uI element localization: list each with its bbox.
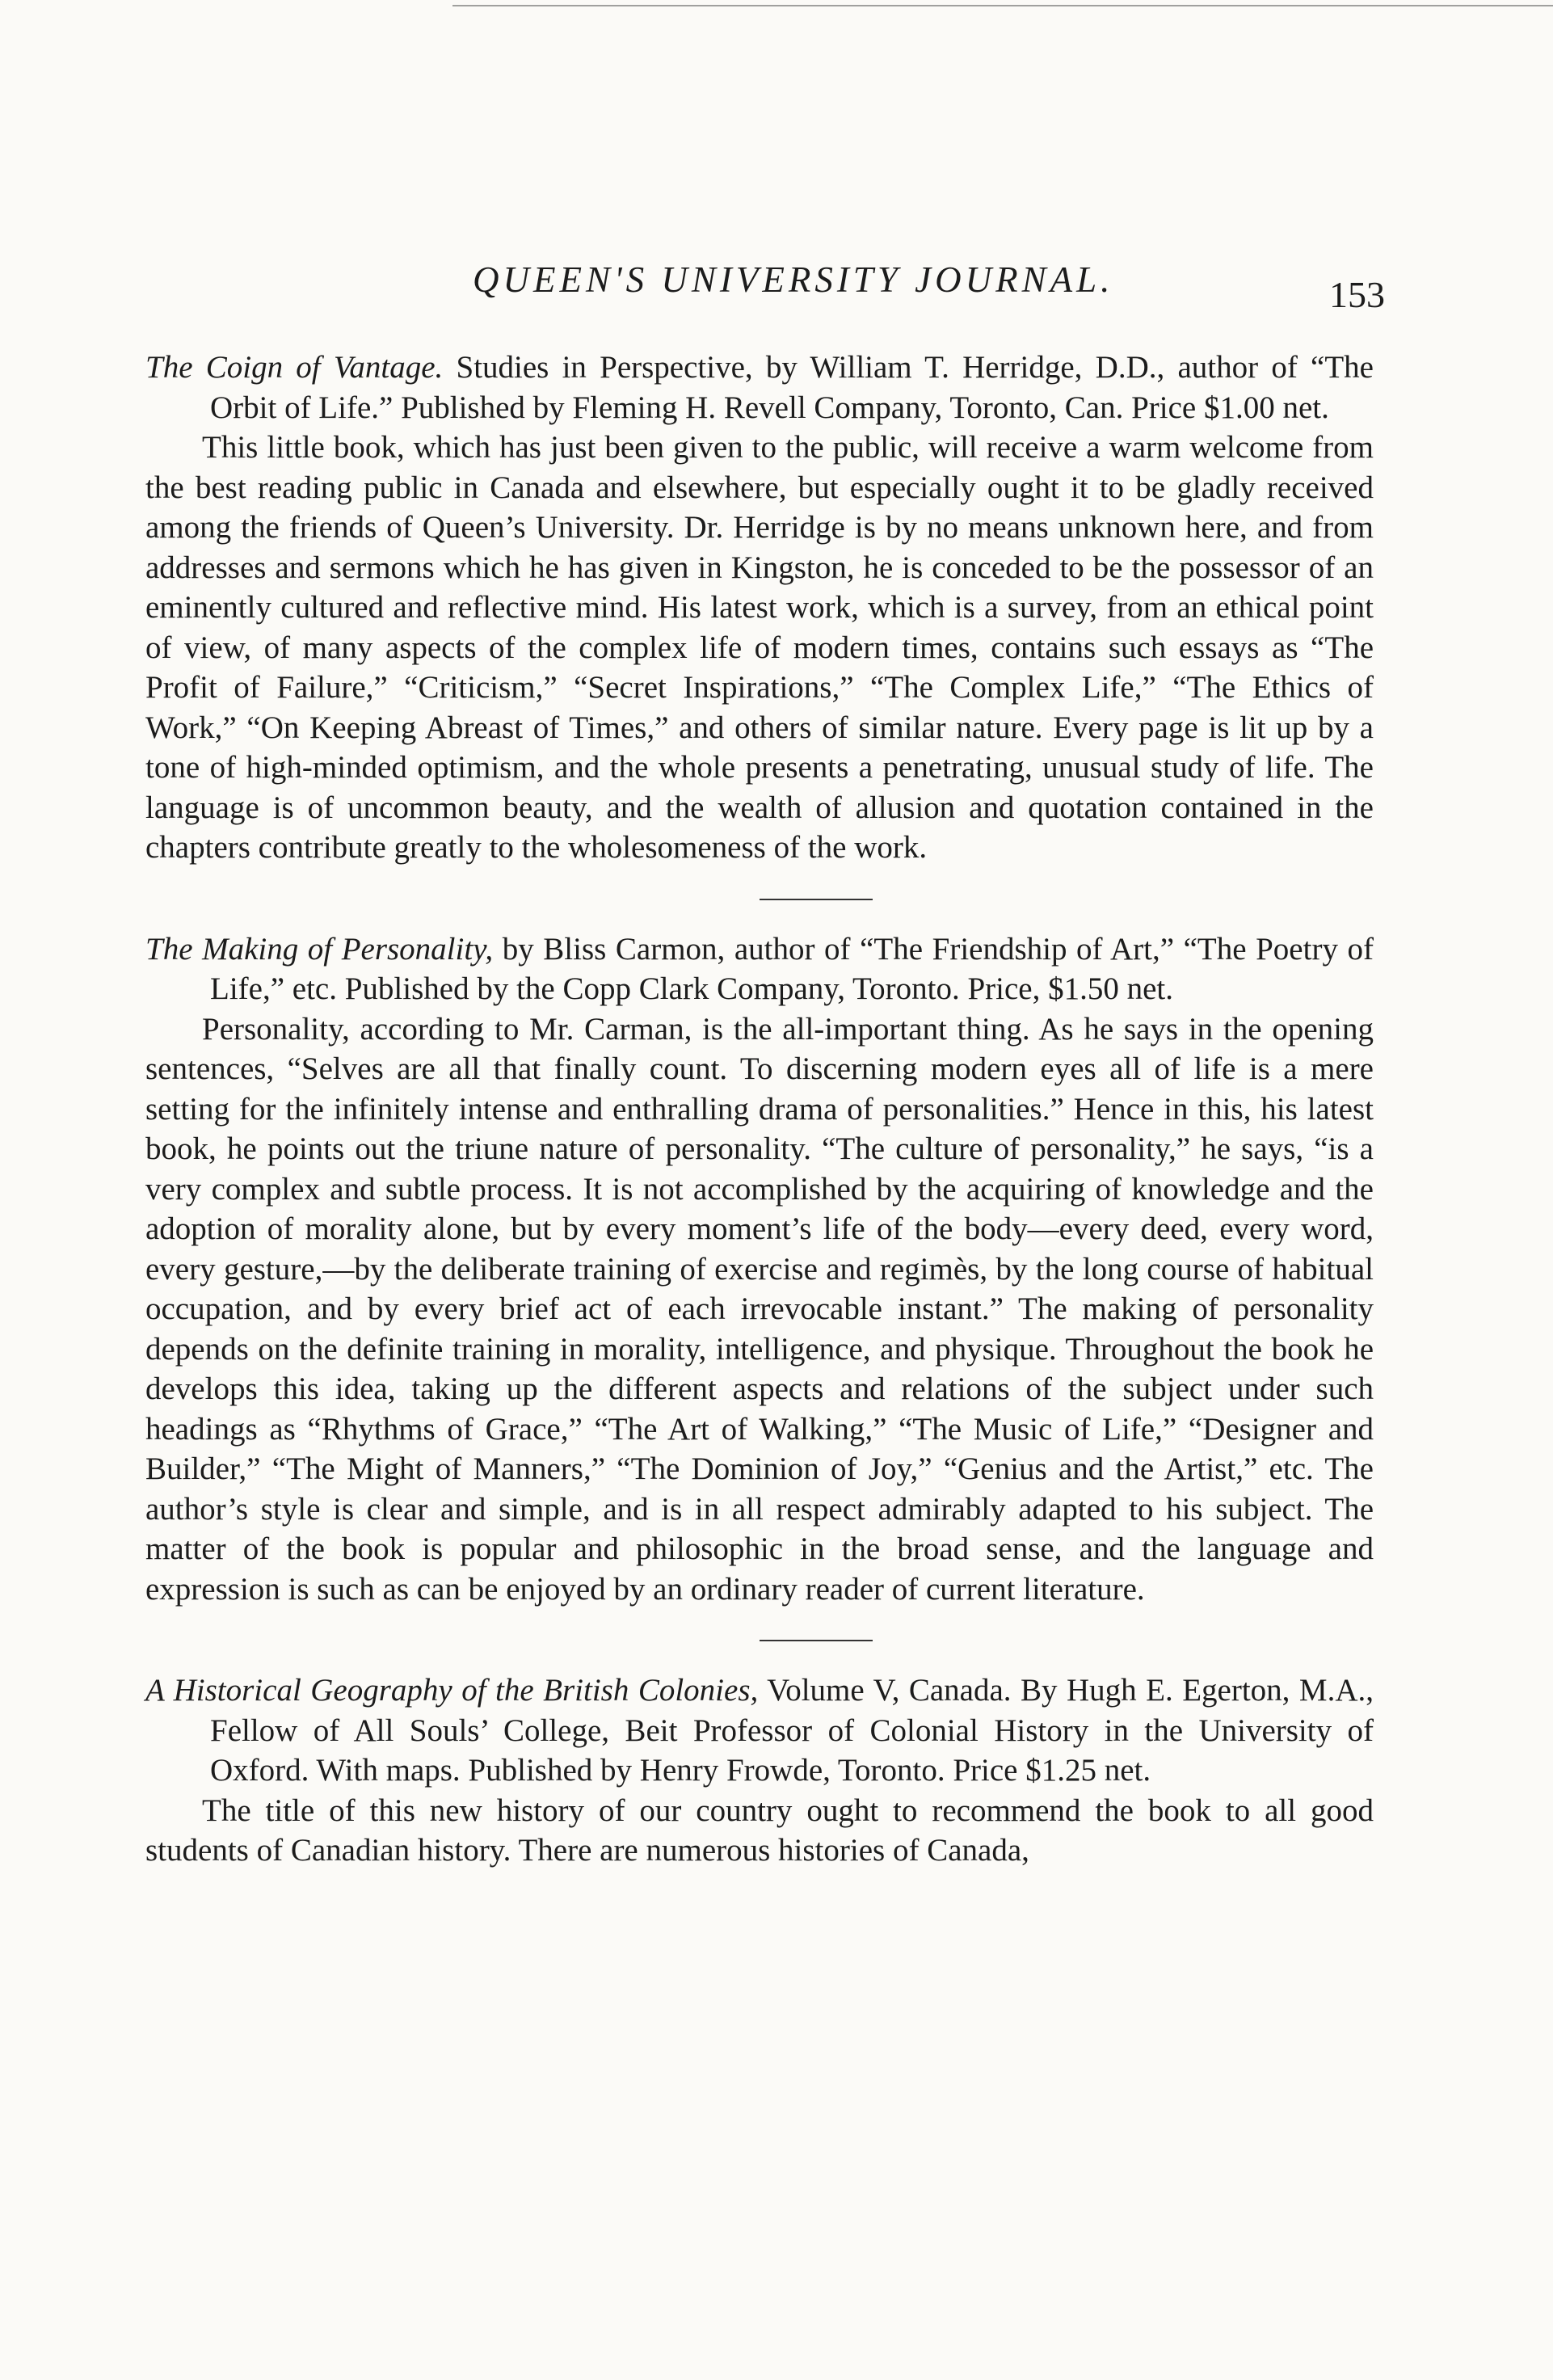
review-body: Personality, according to Mr. Carman, is the all-important thing. As he says in the opening sentences, “Selves are all that finally count. To discerning modern eyes all of life is a mere setting for the infinitely intense and enthralling drama of personalities.” Hence in this, his latest book, he points out the triune nature of personality. “The culture of personality,” he says, “is a very complex and subtle process. It is not accomplished by the acquiring of knowledge and the adoption of morality alone, but by every moment’s life of the body—every deed, every word, every gesture,—by the deliberate training of exercise and regimès, by the long course of habitual occupation, and by every brief act of each irrevocable instant.” The making of personality depends on the definite training in morality, intelligence, and physique. Throughout the book he develops this idea, taking up the different aspects and relations of the subject under such headings as “Rhythms of Grace,” “The Art of Walking,” “The Music of Life,” “Designer and Builder,” “The Might of Manners,” “The Dominion of Joy,” “Genius and the Artist,” etc. The author’s style is clear and simple, and is in all respect admirably adapted to his subject. The matter of the book is popular and philosophic in the broad sense, and the language and expression is such as can be enjoyed by an ordinary reader of current literature. (145, 1011, 1374, 1607)
section-divider (760, 1640, 873, 1641)
citation-details: Volume V, Canada. By Hugh E. Egerton, M.A., Fellow of All Souls’ College, Beit Professor of Colonial History in the University of Oxford. With maps. Published by Henry Frowde, Toronto. Price $1.25 net. (210, 1673, 1374, 1788)
page-content (145, 348, 1374, 1871)
page-header (0, 259, 1553, 323)
review-making-of-personality (145, 929, 1374, 1610)
citation-details: Studies in Perspective, by William T. Herridge, D.D., author of “The Orbit of Life.” Published by Fleming H. Revell Company, Toronto, Can. Price $1.00 net. (210, 350, 1374, 425)
page-number: 153 (1329, 274, 1385, 315)
review-citation (145, 348, 1374, 428)
running-title: QUEEN'S UNIVERSITY JOURNAL. (473, 259, 1114, 300)
book-title: The Coign of Vantage. (145, 350, 444, 385)
review-coign-of-vantage (145, 348, 1374, 868)
review-body: This little book, which has just been given to the public, will receive a warm welcome from the best reading public in Canada and elsewhere, but especially ought it to be gladly received among the friends of Queen’s University. Dr. Herridge is by no means unknown here, and from addresses and sermons which he has given in Kingston, he is conceded to be the possessor of an eminently cultured and reflective mind. His latest work, which is a survey, from an ethical point of view, of many aspects of the complex life of modern times, contains such essays as “The Profit of Failure,” “Criticism,” “Secret Inspirations,” “The Complex Life,” “The Ethics of Work,” “On Keeping Abreast of Times,” and others of similar nature. Every page is lit up by a tone of high-minded optimism, and the whole presents a penetrating, unusual study of life. The language is of uncommon beauty, and the wealth of allusion and quotation contained in the chapters contribute greatly to the wholesomeness of the work. (145, 430, 1374, 865)
book-title: The Making of Personality, (145, 931, 494, 967)
top-edge-rule (452, 5, 1553, 6)
citation-details: by Bliss Carmon, author of “The Friendship of Art,” “The Poetry of Life,” etc. Published by the Copp Clark Company, Toronto. Price, $1.50 net. (210, 931, 1374, 1006)
section-divider (760, 899, 873, 900)
review-historical-geography (145, 1670, 1374, 1871)
review-citation (145, 929, 1374, 1009)
review-body: The title of this new history of our country ought to recommend the book to all good students of Canadian history. There are numerous histories of Canada, (145, 1792, 1374, 1868)
review-citation (145, 1670, 1374, 1791)
book-title: A Historical Geography of the British Colonies, (145, 1673, 759, 1708)
